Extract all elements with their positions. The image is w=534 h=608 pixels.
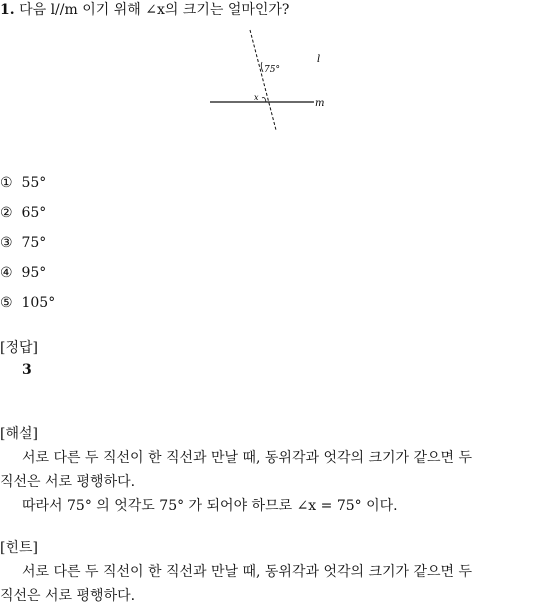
question-text: 다음 l//m 이기 위해 ∠x의 크기는 얼마인가? bbox=[19, 2, 290, 18]
answer-value: 3 bbox=[22, 362, 32, 378]
option-2[interactable] bbox=[0, 204, 46, 222]
option-value: 105° bbox=[21, 295, 56, 311]
option-value: 55° bbox=[21, 175, 47, 191]
transversal-line bbox=[250, 30, 276, 130]
question bbox=[0, 0, 289, 20]
line-m-label: m bbox=[315, 98, 325, 109]
line-l-label: l bbox=[317, 54, 321, 65]
angle-x-label: x bbox=[254, 93, 259, 102]
question-number: 1. bbox=[0, 2, 15, 18]
explanation-line-1: 서로 다른 두 직선이 한 직선과 만날 때, 동위각과 엇각의 크기가 같으면 두 bbox=[22, 450, 473, 466]
option-value: 65° bbox=[21, 205, 47, 221]
option-marker: ④ bbox=[0, 265, 13, 281]
explanation-line-3: 따라서 75° 의 엇각도 75° 가 되어야 하므로 ∠x = 75° 이다. bbox=[22, 498, 398, 514]
option-marker: ③ bbox=[0, 235, 13, 251]
hint-line-2: 직선은 서로 평행하다. bbox=[0, 588, 136, 604]
option-5[interactable] bbox=[0, 294, 55, 312]
explanation-body bbox=[0, 446, 534, 518]
option-value: 95° bbox=[21, 265, 47, 281]
angle-x-arc bbox=[262, 98, 266, 103]
option-3[interactable] bbox=[0, 234, 46, 252]
option-marker: ⑤ bbox=[0, 295, 13, 311]
option-marker: ② bbox=[0, 205, 13, 221]
parallel-lines-figure bbox=[200, 26, 340, 136]
hint-line-1: 서로 다른 두 직선이 한 직선과 만날 때, 동위각과 엇각의 크기가 같으면 두 bbox=[22, 564, 473, 580]
answer-heading: [정답] bbox=[0, 340, 38, 356]
explanation-line-2: 직선은 서로 평행하다. bbox=[0, 474, 136, 490]
angle-75-arc bbox=[261, 62, 263, 72]
hint-body bbox=[0, 560, 534, 608]
hint-heading: [힌트] bbox=[0, 540, 38, 556]
option-marker: ① bbox=[0, 175, 13, 191]
explanation-heading: [해설] bbox=[0, 426, 38, 442]
option-1[interactable] bbox=[0, 174, 46, 192]
angle-75-label: 75° bbox=[264, 65, 280, 75]
option-4[interactable] bbox=[0, 264, 46, 282]
option-value: 75° bbox=[21, 235, 47, 251]
